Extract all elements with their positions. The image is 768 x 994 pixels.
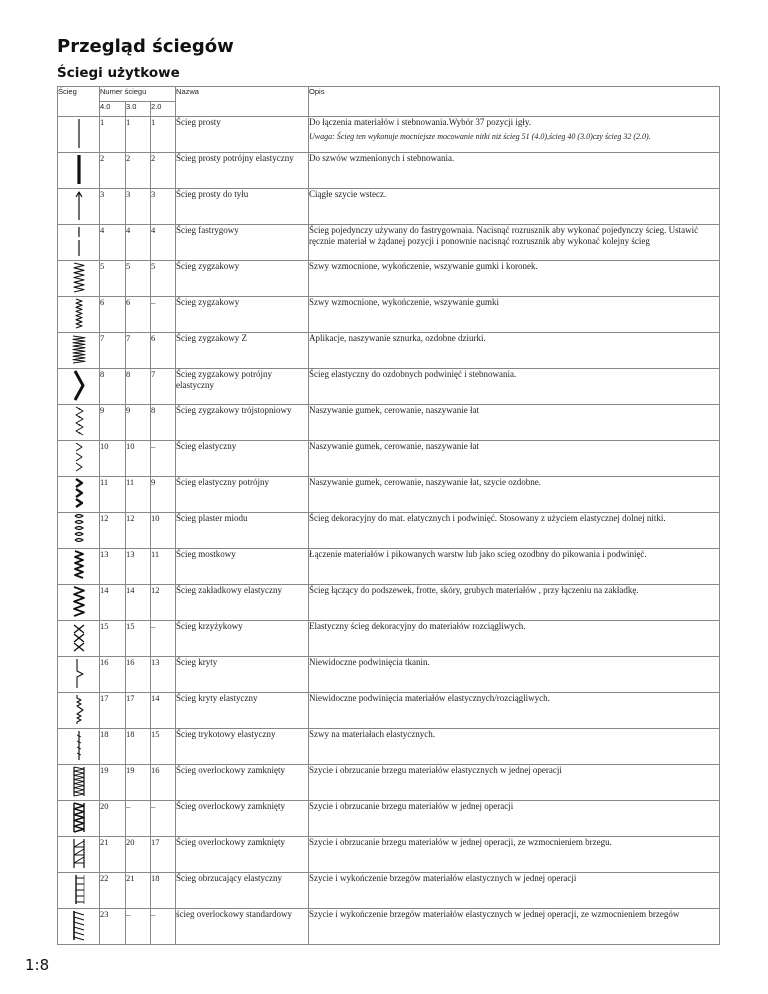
stitch-number-30: 2	[126, 153, 151, 189]
stitch-number-40: 9	[100, 405, 126, 441]
stitch-number-40: 21	[100, 837, 126, 873]
stitch-description: Ścieg elastyczny do ozdobnych podwinięć i stebnowania.	[309, 369, 517, 379]
tricot-elastic-stitch-icon	[58, 729, 99, 762]
stitch-number-20: –	[151, 297, 176, 333]
stitch-pattern-cell	[58, 369, 100, 405]
zigzag-stitch-icon	[58, 261, 99, 294]
stitch-number-40: 6	[100, 297, 126, 333]
stitch-description: Naszywanie gumek, cerowanie, naszywanie łat, szycie ozdobne.	[309, 477, 541, 487]
stitch-number-30: 20	[126, 837, 151, 873]
table-row	[58, 549, 720, 585]
stitch-pattern-cell	[58, 189, 100, 225]
stitch-name: Ścieg prosty	[176, 117, 309, 153]
table-row	[58, 117, 720, 153]
stitch-number-30: 8	[126, 369, 151, 405]
stitch-name: Ścieg elastyczny	[176, 441, 309, 477]
stitch-number-40: 13	[100, 549, 126, 585]
stitch-description-cell	[309, 729, 720, 765]
header-description: Opis	[309, 87, 720, 117]
stitch-description: Ścieg łączący do podszewek, frotte, skóry, grubych materiałów , przy łączeniu na zakładkę.	[309, 585, 639, 595]
stitch-name: Ścieg zygzakowy trójstopniowy	[176, 405, 309, 441]
stitch-description-cell	[309, 333, 720, 369]
stitch-description: Szycie i obrzucanie brzegu materiałów w jednej operacji, ze wzmocnieniem brzegu.	[309, 837, 612, 847]
stitch-number-20: –	[151, 621, 176, 657]
table-row	[58, 189, 720, 225]
stitch-description: Szycie i wykończenie brzegów materiałów elastycznych w jednej operacji	[309, 873, 577, 883]
reverse-straight-stitch-icon	[58, 189, 99, 222]
triple-elastic-stitch-icon	[58, 477, 99, 510]
stitch-name: Ścieg zygzakowy	[176, 297, 309, 333]
stitch-description-cell	[309, 189, 720, 225]
table-row	[58, 153, 720, 189]
stitch-pattern-cell	[58, 729, 100, 765]
stitch-number-40: 12	[100, 513, 126, 549]
stitch-description-cell	[309, 693, 720, 729]
stitch-description: Ciągłe szycie wstecz.	[309, 189, 387, 199]
stitch-name: Ścieg zakładkowy elastyczny	[176, 585, 309, 621]
stitch-description-cell	[309, 261, 720, 297]
stitch-number-40: 4	[100, 225, 126, 261]
stitch-name: Ścieg kryty	[176, 657, 309, 693]
stitch-description-cell	[309, 513, 720, 549]
stitch-number-20: –	[151, 909, 176, 945]
stitch-pattern-cell	[58, 657, 100, 693]
stitch-table-body	[58, 117, 720, 945]
table-row	[58, 909, 720, 945]
stitch-pattern-cell	[58, 621, 100, 657]
stitch-number-40: 7	[100, 333, 126, 369]
stitch-number-20: 10	[151, 513, 176, 549]
stitch-description-cell	[309, 477, 720, 513]
stitch-description-cell	[309, 153, 720, 189]
cross-stitch-icon	[58, 621, 99, 654]
stitch-pattern-cell	[58, 297, 100, 333]
bridging-stitch-icon	[58, 549, 99, 582]
overlock-standard-stitch-icon	[58, 909, 99, 942]
stitch-description: Szwy wzmocnione, wykończenie, wszywanie gumki	[309, 297, 499, 307]
stitch-number-30: 19	[126, 765, 151, 801]
stitch-description-cell	[309, 801, 720, 837]
stitch-number-40: 18	[100, 729, 126, 765]
stitch-description: Szwy na materiałach elastycznych.	[309, 729, 435, 739]
stitch-pattern-cell	[58, 801, 100, 837]
stitch-name: Ścieg mostkowy	[176, 549, 309, 585]
header-stitch-number: Numer ściegu	[100, 87, 176, 102]
stitch-number-20: 4	[151, 225, 176, 261]
overlock-reinforced-stitch-icon	[58, 837, 99, 870]
stitch-number-20: 13	[151, 657, 176, 693]
stitch-description-cell	[309, 909, 720, 945]
stitch-description: Naszywanie gumek, cerowanie, naszywanie łat	[309, 405, 479, 415]
stitch-name: Ścieg zygzakowy	[176, 261, 309, 297]
stitch-number-40: 14	[100, 585, 126, 621]
stitch-number-20: –	[151, 441, 176, 477]
stitch-number-20: 6	[151, 333, 176, 369]
stitch-pattern-cell	[58, 909, 100, 945]
stitch-description: Do łączenia materiałów i stebnowania.Wybór 37 pozycji igły.	[309, 117, 532, 127]
elastic-overcast-stitch-icon	[58, 873, 99, 906]
stitch-pattern-cell	[58, 261, 100, 297]
overlock-closed-dense-stitch-icon	[58, 801, 99, 834]
stitch-number-40: 23	[100, 909, 126, 945]
stitch-number-30: 5	[126, 261, 151, 297]
stitch-pattern-cell	[58, 477, 100, 513]
stitch-description-cell	[309, 621, 720, 657]
overlock-closed-stitch-icon	[58, 765, 99, 798]
z-zigzag-stitch-icon	[58, 333, 99, 366]
stitch-name: Ścieg overlockowy zamknięty	[176, 765, 309, 801]
table-row	[58, 873, 720, 909]
table-row	[58, 585, 720, 621]
stitch-description: Niewidoczne podwinięcia materiałów elastycznych/rozciągliwych.	[309, 693, 550, 703]
stitch-pattern-cell	[58, 513, 100, 549]
stitch-name: Ścieg zygzakowy potrójny elastyczny	[176, 369, 309, 405]
stitch-number-20: 14	[151, 693, 176, 729]
stitch-name: Ścieg overlockowy zamknięty	[176, 801, 309, 837]
stitch-number-20: 15	[151, 729, 176, 765]
stitch-number-30: 21	[126, 873, 151, 909]
stitch-description: Niewidoczne podwinięcia tkanin.	[309, 657, 430, 667]
stitch-number-30: 13	[126, 549, 151, 585]
stitch-number-30: 12	[126, 513, 151, 549]
stitch-description-cell	[309, 549, 720, 585]
stitch-description: Do szwów wzmenionych i stebnowania.	[309, 153, 455, 163]
stitch-name: Ścieg plaster miodu	[176, 513, 309, 549]
stitch-name: Ścieg elastyczny potrójny	[176, 477, 309, 513]
stitch-number-40: 22	[100, 873, 126, 909]
stitch-pattern-cell	[58, 441, 100, 477]
table-row	[58, 225, 720, 261]
stitch-description: Szycie i wykończenie brzegów materiałów elastycznych w jednej operacji, ze wzmocnieniem brzegów	[309, 909, 680, 919]
stitch-description-cell	[309, 657, 720, 693]
stitch-number-30: 11	[126, 477, 151, 513]
header-version-30: 3.0	[126, 102, 151, 117]
table-row	[58, 765, 720, 801]
stitch-pattern-cell	[58, 225, 100, 261]
triple-straight-stitch-icon	[58, 153, 99, 186]
stitch-description: Szycie i obrzucanie brzegu materiałów w jednej operacji	[309, 801, 514, 811]
table-row	[58, 513, 720, 549]
stitch-number-20: 18	[151, 873, 176, 909]
stitch-pattern-cell	[58, 873, 100, 909]
stitch-name: Ścieg zygzakowy Z	[176, 333, 309, 369]
stitch-number-30: 7	[126, 333, 151, 369]
stitch-pattern-cell	[58, 693, 100, 729]
stitch-number-40: 16	[100, 657, 126, 693]
stitch-number-30: 10	[126, 441, 151, 477]
stitch-number-30: 6	[126, 297, 151, 333]
stitch-number-20: 2	[151, 153, 176, 189]
stitch-pattern-cell	[58, 765, 100, 801]
section-subtitle: Ściegi użytkowe	[57, 65, 180, 81]
table-row	[58, 729, 720, 765]
table-row	[58, 693, 720, 729]
table-row	[58, 657, 720, 693]
stitch-description: Naszywanie gumek, cerowanie, naszywanie łat	[309, 441, 479, 451]
stitch-number-20: –	[151, 801, 176, 837]
page-title: Przegląd ściegów	[57, 36, 234, 57]
stitch-description-cell	[309, 837, 720, 873]
stitch-name: Ścieg trykotowy elastyczny	[176, 729, 309, 765]
stitch-number-20: 7	[151, 369, 176, 405]
stitch-description: Elastyczny ścieg dekoracyjny do materiałów rozciągliwych.	[309, 621, 526, 631]
stitch-number-20: 3	[151, 189, 176, 225]
stitch-number-20: 9	[151, 477, 176, 513]
triple-zigzag-stitch-icon	[58, 369, 99, 402]
stitch-number-40: 20	[100, 801, 126, 837]
table-row	[58, 837, 720, 873]
stitch-pattern-cell	[58, 153, 100, 189]
stitch-note: Uwaga: Ścieg ten wykonuje mocniejsze mocowanie nitki niż ścieg 51 (4.0),ścieg 40 (3.0)czy ścieg 32 (2.0).	[309, 132, 651, 142]
page-number: 1:8	[25, 956, 50, 974]
stitch-description: Szwy wzmocnione, wykończenie, wszywanie gumki i koronek.	[309, 261, 538, 271]
table-row	[58, 261, 720, 297]
overlap-elastic-stitch-icon	[58, 585, 99, 618]
stitch-description-cell	[309, 297, 720, 333]
stitch-name: Ścieg prosty do tyłu	[176, 189, 309, 225]
straight-stitch-icon	[58, 117, 99, 150]
header-version-40: 4.0	[100, 102, 126, 117]
stitch-name: Ścieg obrzucający elastyczny	[176, 873, 309, 909]
stitch-number-20: 5	[151, 261, 176, 297]
stitch-number-30: 18	[126, 729, 151, 765]
stitch-description: Ścieg pojedynczy używany do fastrygownaia. Nacisnąć rozrusznik aby wykonać pojedynczy ścieg. Ustawić ręcznie materiał w żądanej pozycji i ponownie nacisnąć rozrusznik aby wykonać kolejny ścieg	[309, 225, 699, 247]
stitch-number-30: 16	[126, 657, 151, 693]
stitch-pattern-cell	[58, 405, 100, 441]
stitch-number-20: 8	[151, 405, 176, 441]
stitch-description: Ścieg dekoracyjny do mat. elatycznych i podwinięć. Stosowany z użyciem elastycznej dolnej nitki.	[309, 513, 666, 523]
stitch-number-30: 15	[126, 621, 151, 657]
table-row	[58, 297, 720, 333]
header-version-20: 2.0	[151, 102, 176, 117]
stitch-description: Łączenie materiałów i pikowanych warstw lub jako scieg ozodbny do pikowania i podwinięć.	[309, 549, 647, 559]
stitch-number-30: 9	[126, 405, 151, 441]
stitch-number-40: 1	[100, 117, 126, 153]
stitch-number-40: 15	[100, 621, 126, 657]
three-step-zigzag-stitch-icon	[58, 405, 99, 438]
stitch-description-cell	[309, 405, 720, 441]
header-stitch: Ścieg	[58, 87, 100, 117]
stitch-description-cell	[309, 225, 720, 261]
stitch-number-30: 17	[126, 693, 151, 729]
table-row	[58, 405, 720, 441]
stitch-number-30: –	[126, 801, 151, 837]
stitch-number-40: 8	[100, 369, 126, 405]
elastic-blind-hem-stitch-icon	[58, 693, 99, 726]
stitch-number-40: 3	[100, 189, 126, 225]
stitch-number-40: 5	[100, 261, 126, 297]
stitch-number-40: 10	[100, 441, 126, 477]
stitch-pattern-cell	[58, 549, 100, 585]
stitch-pattern-cell	[58, 585, 100, 621]
stitch-number-30: 3	[126, 189, 151, 225]
stitch-number-20: 11	[151, 549, 176, 585]
stitch-description-cell	[309, 765, 720, 801]
stitch-number-40: 19	[100, 765, 126, 801]
stitch-number-20: 1	[151, 117, 176, 153]
stitch-description-cell	[309, 873, 720, 909]
stitch-name: Ścieg fastrygowy	[176, 225, 309, 261]
table-row	[58, 333, 720, 369]
stitch-pattern-cell	[58, 837, 100, 873]
table-row	[58, 369, 720, 405]
stitch-number-30: 1	[126, 117, 151, 153]
stitch-name: Ścieg prosty potrójny elastyczny	[176, 153, 309, 189]
stitch-table	[57, 86, 720, 945]
stitch-number-30: 4	[126, 225, 151, 261]
elastic-stitch-icon	[58, 441, 99, 474]
stitch-number-20: 12	[151, 585, 176, 621]
blind-hem-stitch-icon	[58, 657, 99, 690]
stitch-number-40: 2	[100, 153, 126, 189]
table-row	[58, 621, 720, 657]
stitch-name: Ścieg kryty elastyczny	[176, 693, 309, 729]
stitch-pattern-cell	[58, 117, 100, 153]
stitch-description-cell	[309, 585, 720, 621]
stitch-name: Ścieg overlockowy zamknięty	[176, 837, 309, 873]
zigzag-narrow-stitch-icon	[58, 297, 99, 330]
stitch-number-40: 11	[100, 477, 126, 513]
stitch-number-20: 17	[151, 837, 176, 873]
table-row	[58, 477, 720, 513]
stitch-description-cell	[309, 441, 720, 477]
stitch-number-20: 16	[151, 765, 176, 801]
stitch-name: Ścieg krzyżykowy	[176, 621, 309, 657]
stitch-number-40: 17	[100, 693, 126, 729]
stitch-number-30: –	[126, 909, 151, 945]
honeycomb-stitch-icon	[58, 513, 99, 546]
header-name: Nazwa	[176, 87, 309, 117]
table-row	[58, 801, 720, 837]
stitch-description: Szycie i obrzucanie brzegu materiałów elastycznych w jednej operacji	[309, 765, 562, 775]
stitch-number-30: 14	[126, 585, 151, 621]
stitch-name: ścieg overlockowy standardowy	[176, 909, 309, 945]
stitch-description-cell	[309, 369, 720, 405]
table-row	[58, 441, 720, 477]
stitch-pattern-cell	[58, 333, 100, 369]
basting-stitch-icon	[58, 225, 99, 258]
stitch-description: Aplikacje, naszywanie sznurka, ozdobne dziurki.	[309, 333, 486, 343]
stitch-description-cell	[309, 117, 720, 153]
